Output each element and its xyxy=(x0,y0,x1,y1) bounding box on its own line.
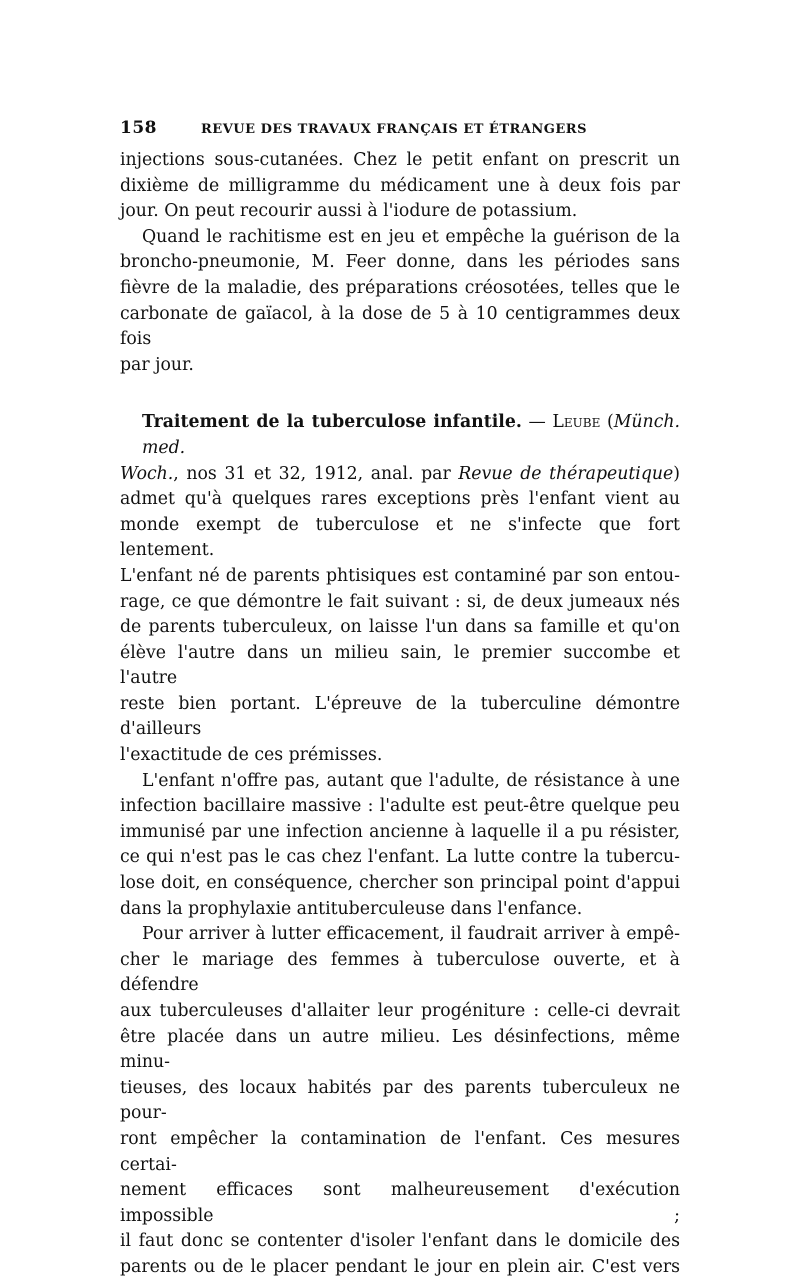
text-line: L'enfant n'offre pas, autant que l'adulte, de résistance à une xyxy=(142,770,680,791)
text-line: dixième de milligramme du médicament une à deux fois par xyxy=(120,175,680,196)
text-line: ce qui n'est pas le cas chez l'enfant. La lutte contre la tubercu- xyxy=(120,847,680,868)
page-number: 158 xyxy=(120,118,157,138)
dash: — xyxy=(521,412,553,433)
running-header xyxy=(120,118,680,144)
text-line: il faut donc se contenter d'isoler l'enfant dans le domicile des xyxy=(120,1231,680,1252)
text-line: rage, ce que démontre le fait suivant : si, de deux jumeaux nés xyxy=(120,591,680,612)
text-line: jour. On peut recourir aussi à l'iodure de potassium. xyxy=(120,201,578,222)
review-name: Revue de thérapeutique xyxy=(458,463,674,484)
text-line: aux tuberculeuses d'allaiter leur progéniture : celle-ci devrait xyxy=(120,1001,680,1021)
text-line: injections sous-cutanées. Chez le petit enfant on prescrit un xyxy=(120,150,680,170)
text-line: de parents tuberculeux, on laisse l'un dans sa famille et qu'on xyxy=(120,617,680,638)
text-line: monde exempt de tuberculose et ne s'infecte que fort lentement. xyxy=(120,514,680,561)
text-line: L'enfant né de parents phtisiques est contaminé par son entou- xyxy=(120,565,680,586)
text-line: nement efficaces sont malheureusement d'exécution impossible ; xyxy=(120,1180,680,1226)
ref-open: ( xyxy=(600,412,614,433)
paragraph-2 xyxy=(120,225,680,379)
running-title: REVUE DES TRAVAUX FRANÇAIS ET ÉTRANGERS xyxy=(201,122,587,137)
text-line: immunisé par une infection ancienne à laquelle il a pu résister, xyxy=(120,821,680,842)
journal-abbrev: Woch. xyxy=(120,463,174,484)
reference-details: , nos 31 et 32, 1912, anal. par xyxy=(173,463,459,484)
text-line: cher le mariage des femmes à tuberculose ouverte, et à défendre xyxy=(120,949,680,996)
text-line: reste bien portant. L'épreuve de la tuberculine démontre d'ailleurs xyxy=(120,693,680,740)
article-heading-line xyxy=(120,410,680,461)
author-name: Leube xyxy=(552,412,601,433)
text-line: Quand le rachitisme est en jeu et empêche la guérison de la xyxy=(142,226,680,247)
paragraph-3 xyxy=(120,410,680,768)
text-line: carbonate de gaïacol, à la dose de 5 à 10 centigrammes deux fois xyxy=(120,303,680,350)
paragraph-5 xyxy=(120,922,680,1280)
text-line: élève l'autre dans un milieu sain, le premier succombe et l'autre xyxy=(120,642,680,689)
text-line: broncho-pneumonie, M. Feer donne, dans les périodes sans xyxy=(120,252,680,273)
text-line: ront empêcher la contamination de l'enfant. Ces mesures certai- xyxy=(120,1128,680,1175)
text-line: infection bacillaire massive : l'adulte est peut-être quelque peu xyxy=(120,796,680,817)
text-line: tieuses, des locaux habités par des parents tuberculeux ne pour- xyxy=(120,1077,680,1124)
text-line: l'exactitude de ces prémisses. xyxy=(120,745,383,766)
text-line: par jour. xyxy=(120,354,194,375)
text-line: lose doit, en conséquence, chercher son principal point d'appui xyxy=(120,873,680,894)
text-line: fièvre de la maladie, des préparations créosotées, telles que le xyxy=(120,277,680,298)
text-line: admet qu'à quelques rares exceptions près l'enfant vient au xyxy=(120,489,680,510)
ref-close: ) xyxy=(673,463,680,484)
document-page xyxy=(120,118,680,1281)
text-line: dans la prophylaxie antituberculeuse dans l'enfance. xyxy=(120,898,583,919)
text-line: être placée dans un autre milieu. Les désinfections, même minu- xyxy=(120,1026,680,1073)
article-title: Traitement de la tuberculose infantile. xyxy=(142,412,522,433)
text-line: parents ou de le placer pendant le jour en plein air. C'est vers xyxy=(120,1256,680,1277)
journal-name: Münch. med. xyxy=(142,412,680,458)
paragraph-4 xyxy=(120,769,680,923)
text-line: Pour arriver à lutter efficacement, il faudrait arriver à empê- xyxy=(142,924,680,945)
paragraph-1 xyxy=(120,148,680,225)
reference-line xyxy=(120,462,680,488)
